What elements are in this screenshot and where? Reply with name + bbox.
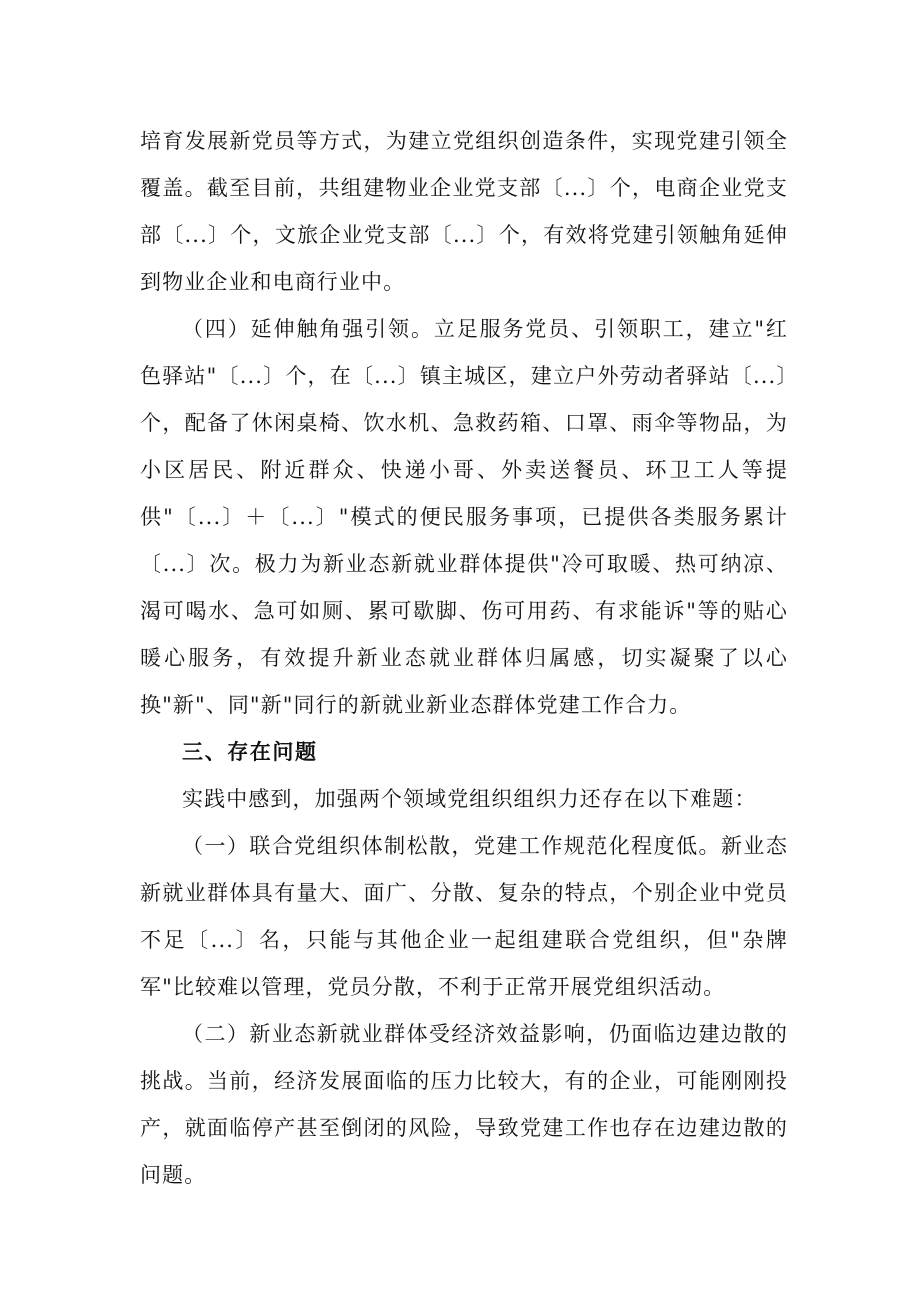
paragraph-problem-two: （二）新业态新就业群体受经济效益影响，仍面临边建边散的挑战。当前，经济发展面临的压力比较大，有的企业，可能刚刚投产，就面临停产甚至倒闭的风险，导致党建工作也存在边建边散的问题。 — [140, 1022, 788, 1187]
paragraph-coverage-results: 培育发展新党员等方式，为建立党组织创造条件，实现党建引领全覆盖。截至目前，共组建物业企业党支部〔...〕个，电商企业党支部〔...〕个，文旅企业党支部〔...〕个，有效将党建引领触角延伸到物业企业和电商行业中。 — [140, 129, 788, 294]
paragraph-problems-intro: 实践中感到，加强两个领域党组织组织力还存在以下难题： — [182, 787, 757, 811]
document-body — [140, 118, 788, 1199]
section-heading-existing-problems: 三、存在问题 — [182, 740, 318, 764]
paragraph-problem-one: （一）联合党组织体制松散，党建工作规范化程度低。新业态新就业群体具有量大、面广、分散、复杂的特点，个别企业中党员不足〔...〕名，只能与其他企业一起组建联合党组织，但"杂牌军"比较难以管理，党员分散，不利于正常开展党组织活动。 — [140, 834, 788, 999]
paragraph-extend-reach: （四）延伸触角强引领。立足服务党员、引领职工，建立"红色驿站"〔...〕个，在〔...〕镇主城区，建立户外劳动者驿站〔...〕个，配备了休闲桌椅、饮水机、急救药箱、口罩、雨伞等物品，为小区居民、附近群众、快递小哥、外卖送餐员、环卫工人等提供"〔...〕＋〔...〕"模式的便民服务事项，已提供各类服务累计〔...〕次。极力为新业态新就业群体提供"冷可取暖、热可纳凉、渴可喝水、急可如厕、累可歇脚、伤可用药、有求能诉"等的贴心暖心服务，有效提升新业态就业群体归属感，切实凝聚了以心换"新"、同"新"同行的新就业新业态群体党建工作合力。 — [140, 317, 788, 717]
